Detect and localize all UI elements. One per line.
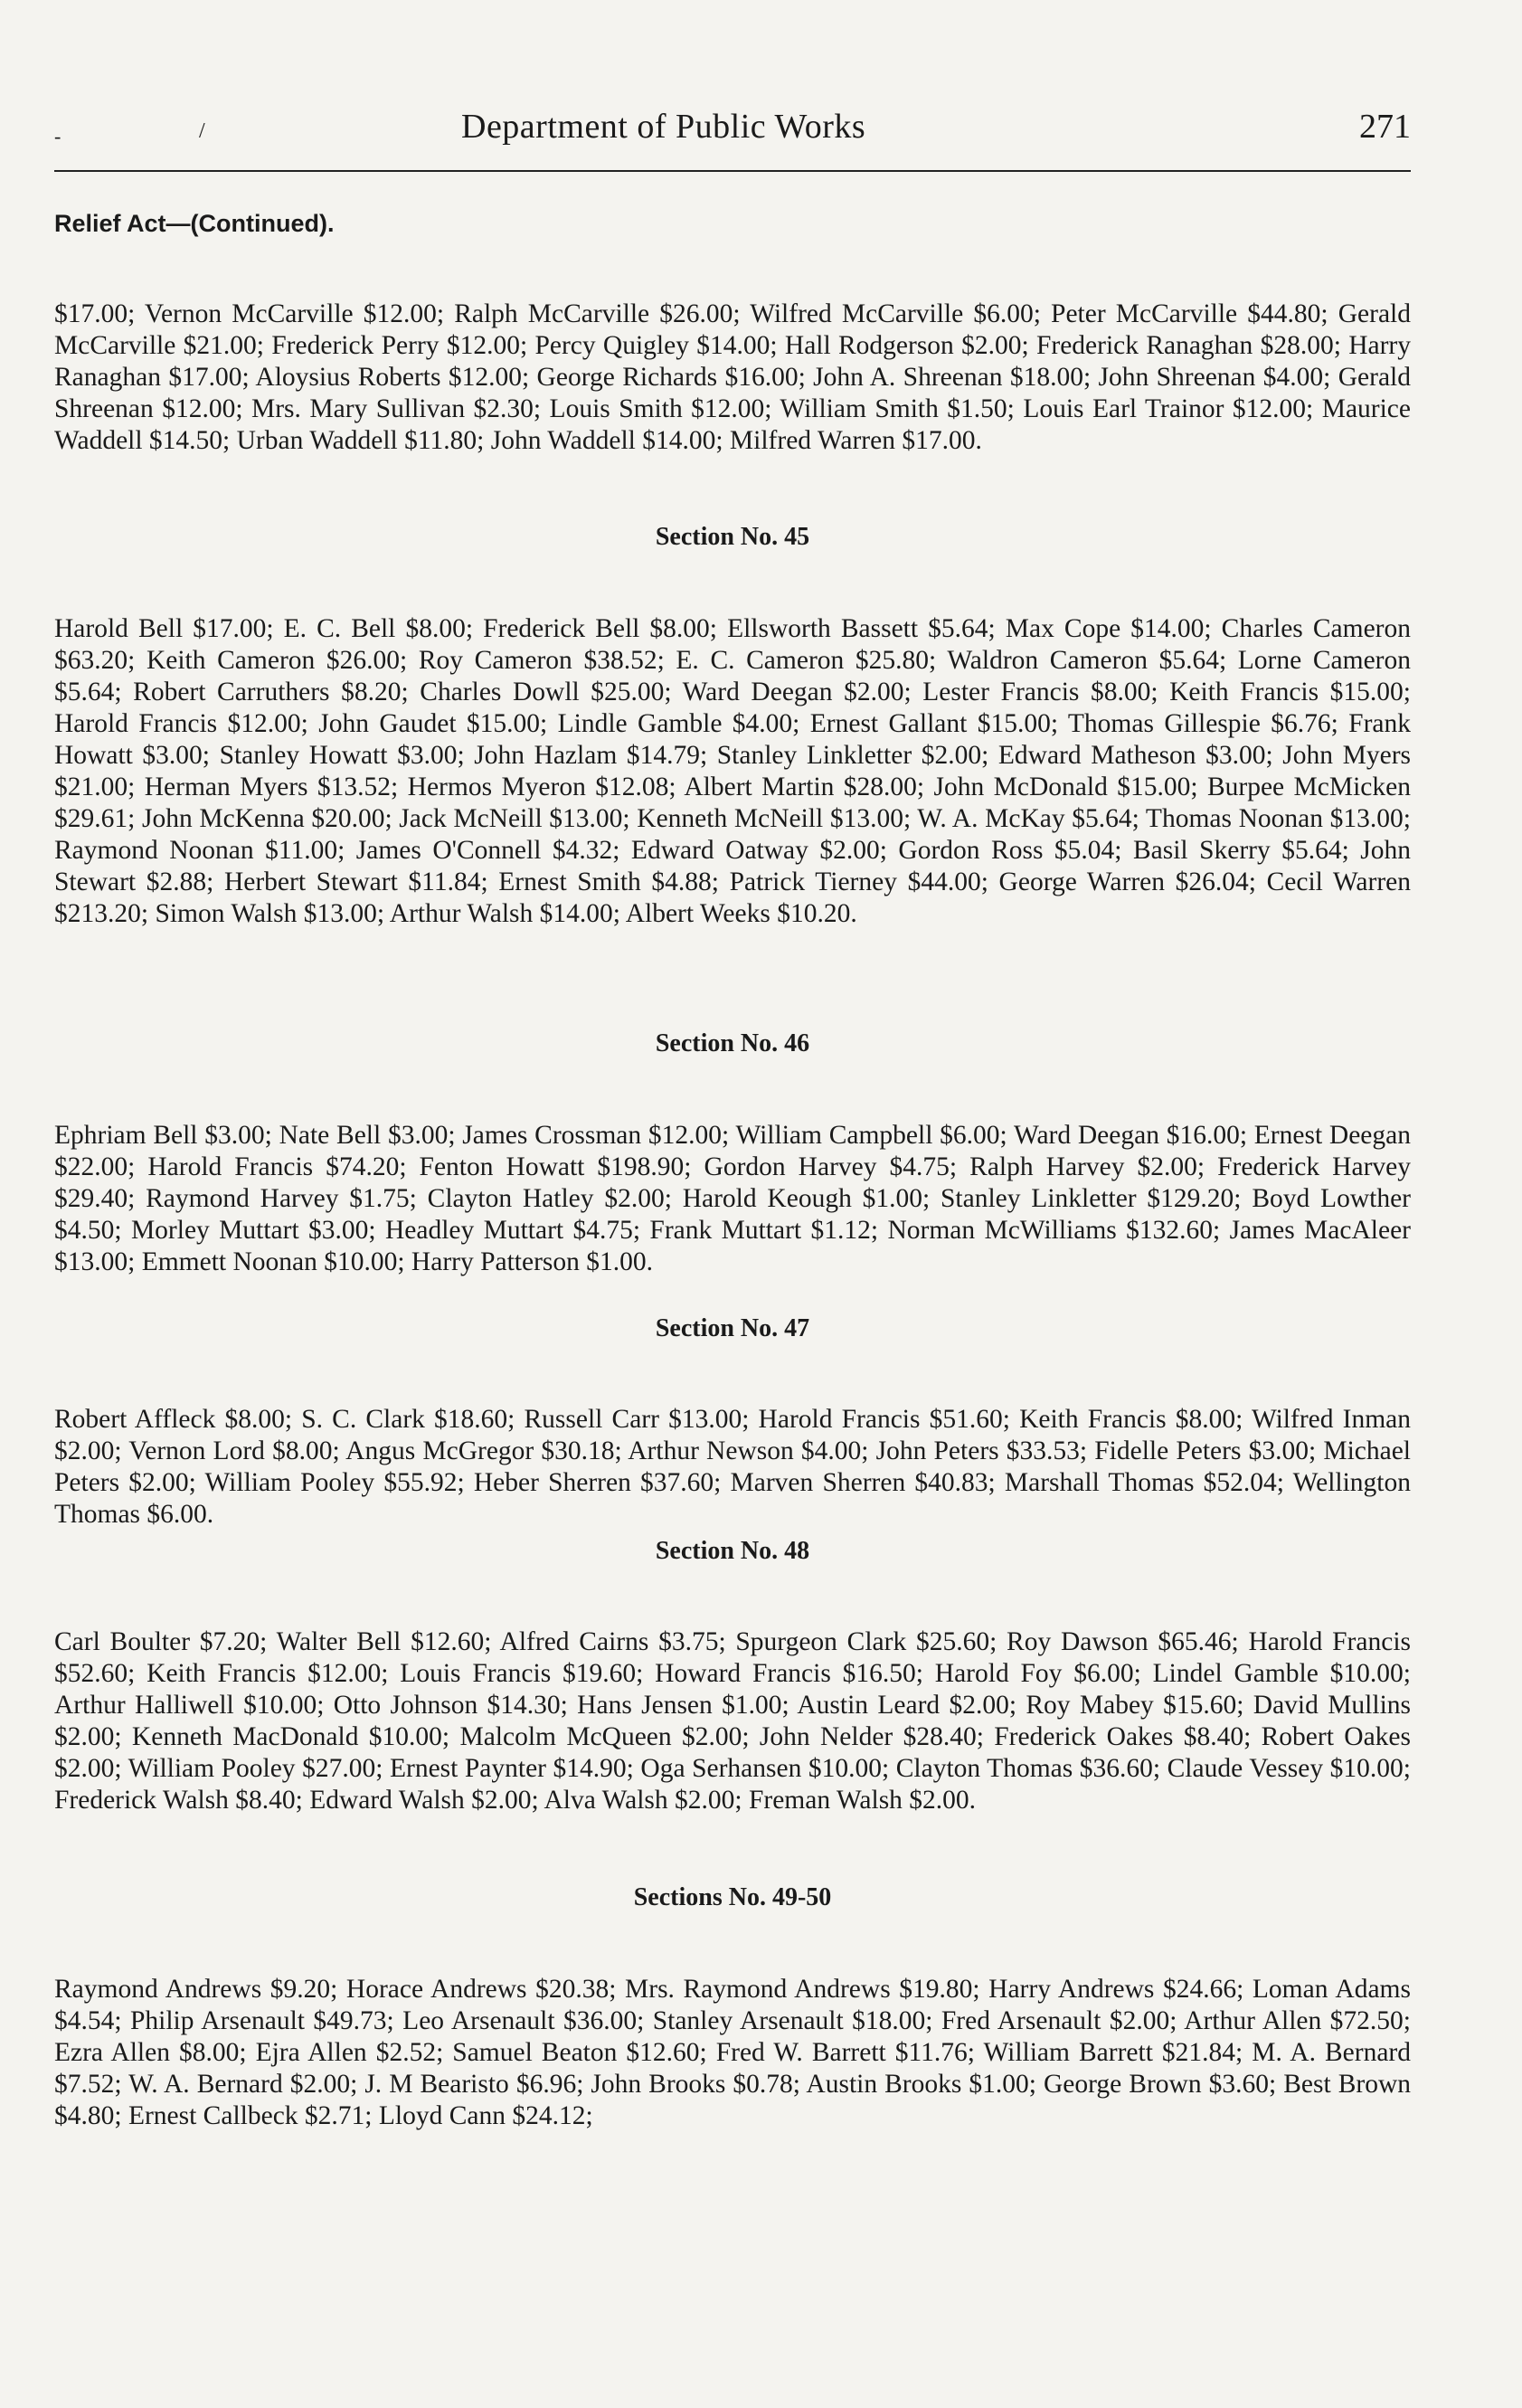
- page-running-title: Department of Public Works: [461, 108, 866, 146]
- relief-continued-paragraph: $17.00; Vernon McCarville $12.00; Ralph McCarville $26.00; Wilfred McCarville $6.00; Peter McCarville $44.80; Gerald McCarville $21.00; Frederick Perry $12.00; Percy Quigley $14.00; Hall Rodgerson $2.00; Frederick Ranaghan $28.00; Harry Ranaghan $17.00; Aloysius Roberts $12.00; George Richards $16.00; John A. Shreenan $18.00; John Shreenan $4.00; Gerald Shreenan $12.00; Mrs. Mary Sullivan $2.30; Louis Smith $12.00; William Smith $1.50; Louis Earl Trainor $12.00; Maurice Waddell $14.50; Urban Waddell $11.80; John Waddell $14.00; Milfred Warren $17.00.: [54, 299, 1411, 455]
- section-48-paragraph: Carl Boulter $7.20; Walter Bell $12.60; Alfred Cairns $3.75; Spurgeon Clark $25.60; Roy Dawson $65.46; Harold Francis $52.60; Keith Francis $12.00; Louis Francis $19.60; Howard Francis $16.50; Harold Foy $6.00; Lindel Gamble $10.00; Arthur Halliwell $10.00; Otto Johnson $14.30; Hans Jensen $1.00; Austin Leard $2.00; Roy Mabey $15.60; David Mullins $2.00; Kenneth MacDonald $10.00; Malcolm McQueen $2.00; John Nelder $28.40; Frederick Oakes $8.40; Robert Oakes $2.00; William Pooley $27.00; Ernest Paynter $14.90; Oga Serhansen $10.00; Clayton Thomas $36.60; Claude Vessey $10.00; Frederick Walsh $8.40; Edward Walsh $2.00; Alva Walsh $2.00; Freman Walsh $2.00.: [54, 1626, 1411, 1815]
- sections-49-50-heading: Sections No. 49-50: [633, 1883, 832, 1911]
- header-rule: [54, 170, 1411, 172]
- section-48-heading: Section No. 48: [655, 1537, 810, 1565]
- section-46-heading: Section No. 46: [655, 1029, 810, 1057]
- sections-49-50-paragraph: Raymond Andrews $9.20; Horace Andrews $20.38; Mrs. Raymond Andrews $19.80; Harry Andrews $24.66; Loman Adams $4.54; Philip Arsenault $49.73; Leo Arsenault $36.00; Stanley Arsenault $18.00; Fred Arsenault $2.00; Arthur Allen $72.50; Ezra Allen $8.00; Ejra Allen $2.52; Samuel Beaton $12.60; Fred W. Barrett $11.76; William Barrett $21.84; M. A. Bernard $7.52; W. A. Bernard $2.00; J. M Bearisto $6.96; John Brooks $0.78; Austin Brooks $1.00; George Brown $3.60; Best Brown $4.80; Ernest Callbeck $2.71; Lloyd Cann $24.12;: [54, 1974, 1411, 2130]
- section-46-paragraph: Ephriam Bell $3.00; Nate Bell $3.00; James Crossman $12.00; William Campbell $6.00; Ward Deegan $16.00; Ernest Deegan $22.00; Harold Francis $74.20; Fenton Howatt $198.90; Gordon Harvey $4.75; Ralph Harvey $2.00; Frederick Harvey $29.40; Raymond Harvey $1.75; Clayton Hatley $2.00; Harold Keough $1.00; Stanley Linkletter $129.20; Boyd Lowther $4.50; Morley Muttart $3.00; Headley Muttart $4.75; Frank Muttart $1.12; Norman McWilliams $132.60; James MacAleer $13.00; Emmett Noonan $10.00; Harry Patterson $1.00.: [54, 1120, 1411, 1276]
- relief-act-title: Relief Act—(Continued).: [54, 210, 335, 237]
- section-45-paragraph: Harold Bell $17.00; E. C. Bell $8.00; Frederick Bell $8.00; Ellsworth Bassett $5.64; Max Cope $14.00; Charles Cameron $63.20; Keith Cameron $26.00; Roy Cameron $38.52; E. C. Cameron $25.80; Waldron Cameron $5.64; Lorne Cameron $5.64; Robert Carruthers $8.20; Charles Dowll $25.00; Ward Deegan $2.00; Lester Francis $8.00; Keith Francis $15.00; Harold Francis $12.00; John Gaudet $15.00; Lindle Gamble $4.00; Ernest Gallant $15.00; Thomas Gillespie $6.76; Frank Howatt $3.00; Stanley Howatt $3.00; John Hazlam $14.79; Stanley Linkletter $2.00; Edward Matheson $3.00; John Myers $21.00; Herman Myers $13.52; Hermos Myeron $12.08; Albert Martin $28.00; John McDonald $15.00; Burpee McMicken $29.61; John McKenna $20.00; Jack McNeill $13.00; Kenneth McNeill $13.00; W. A. McKay $5.64; Thomas Noonan $13.00; Raymond Noonan $11.00; James O'Connell $4.32; Edward Oatway $2.00; Gordon Ross $5.04; Basil Skerry $5.64; John Stewart $2.88; Herbert Stewart $11.84; Ernest Smith $4.88; Patrick Tierney $44.00; George Warren $26.04; Cecil Warren $213.20; Simon Walsh $13.00; Arthur Walsh $14.00; Albert Weeks $10.20.: [54, 613, 1411, 928]
- header-margin-mark: -: [54, 125, 61, 147]
- header-slash-mark: /: [199, 119, 205, 143]
- section-45-heading: Section No. 45: [655, 523, 810, 551]
- section-47-heading: Section No. 47: [655, 1314, 810, 1342]
- page-number: 271: [1359, 108, 1411, 146]
- section-47-paragraph: Robert Affleck $8.00; S. C. Clark $18.60; Russell Carr $13.00; Harold Francis $51.60; Keith Francis $8.00; Wilfred Inman $2.00; Vernon Lord $8.00; Angus McGregor $30.18; Arthur Newson $4.00; John Peters $33.53; Fidelle Peters $3.00; Michael Peters $2.00; William Pooley $55.92; Heber Sherren $37.60; Marven Sherren $40.83; Marshall Thomas $52.04; Wellington Thomas $6.00.: [54, 1404, 1411, 1529]
- page-header: [54, 107, 1411, 150]
